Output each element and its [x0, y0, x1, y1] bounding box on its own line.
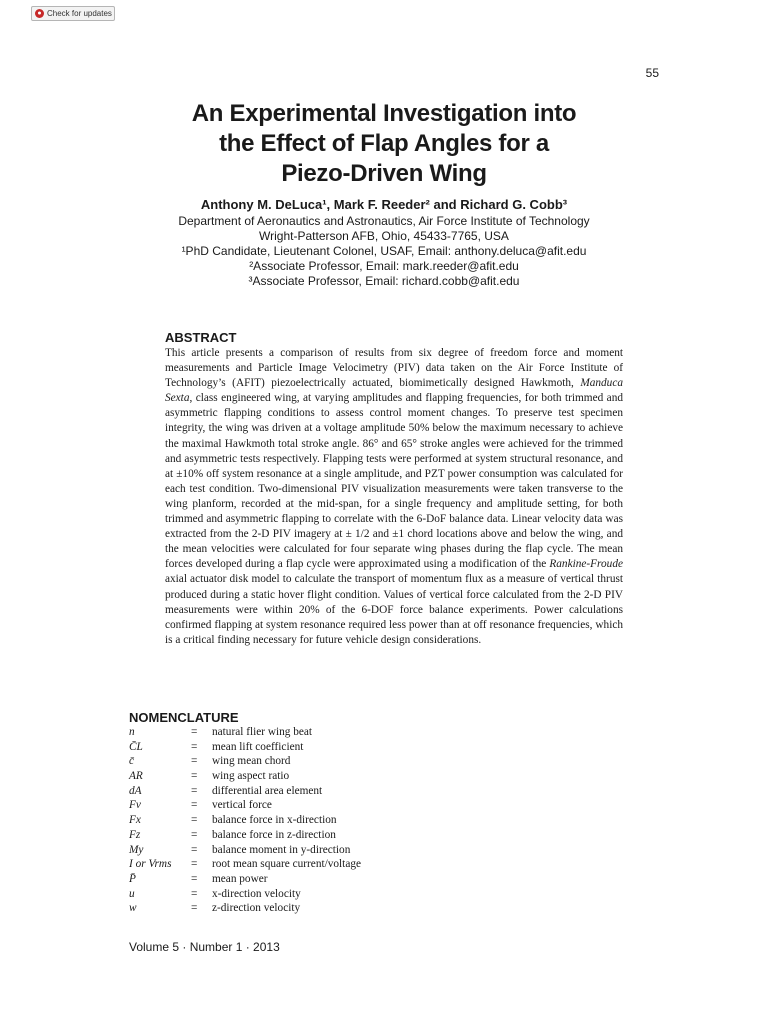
nomenclature-definition: root mean square current/voltage [212, 858, 361, 871]
nomenclature-symbol: n [129, 726, 135, 738]
abstract-italic-species: Manduca Sexta [165, 377, 623, 405]
nomenclature-equals: = [191, 755, 198, 768]
title-line-3: Piezo-Driven Wing [281, 160, 487, 187]
affiliation-line: Department of Aeronautics and Astronautics, Air Force Institute of Technology [178, 214, 590, 228]
nomenclature-definition: z-direction velocity [212, 902, 301, 915]
nomenclature-equals: = [191, 828, 198, 841]
nomenclature-definition: balance force in x-direction [212, 814, 337, 827]
abstract-heading: ABSTRACT [165, 330, 237, 345]
nomenclature-row [129, 873, 429, 888]
nomenclature-symbol: Fz [129, 828, 141, 841]
affiliation-line: ²Associate Professor, Email: mark.reeder@afit.edu [249, 259, 519, 273]
nomenclature-row [129, 814, 429, 829]
title-line-2: the Effect of Flap Angles for a [219, 130, 549, 157]
nomenclature-row [129, 888, 429, 903]
nomenclature-row [129, 755, 429, 770]
nomenclature-equals: = [191, 784, 198, 797]
nomenclature-row [129, 785, 429, 800]
abstract-text-part: axial actuator disk model to calculate the transport of momentum flux as a measure of vertical thrust produced during a static hover flight condition. Values of vertical force calculated from the 2-D PIV measurements were within 20% of the 6-DOF force balance experiments. Power calculations confirmed flapping at system resonance required less power than at off resonance frequencies, which is a critical finding necessary for future vehicle design considerations. [165, 573, 623, 646]
nomenclature-equals: = [191, 799, 198, 812]
nomenclature-equals: = [191, 814, 198, 827]
nomenclature-equals: = [191, 858, 198, 871]
nomenclature-equals: = [191, 843, 198, 856]
nomenclature-symbol: c̄ [129, 755, 135, 768]
nomenclature-symbol: P̄ [129, 872, 136, 885]
nomenclature-symbol: dA [129, 784, 142, 797]
nomenclature-row [129, 726, 429, 741]
update-icon: ● [35, 9, 44, 18]
nomenclature-symbol: I or Vrms [129, 858, 172, 871]
nomenclature-row [129, 844, 429, 859]
nomenclature-row [129, 741, 429, 756]
footer-volume: Volume 5 · Number 1 · 2013 [129, 940, 280, 954]
nomenclature-row [129, 858, 429, 873]
title-line-1: An Experimental Investigation into [191, 100, 577, 127]
affiliation-line: ³Associate Professor, Email: richard.cobb@afit.edu [248, 274, 520, 288]
nomenclature-row [129, 770, 429, 785]
nomenclature-definition: balance force in z-direction [212, 828, 336, 841]
abstract-text-part: This article presents a comparison of results from six degree of freedom force and moment measurements and Particle Image Velocimetry (PIV) data taken on the Air Force Institute of Technology’s (AFIT) piezoelectrically actuated, biomimetically designed Hawkmoth, [165, 347, 623, 390]
abstract-text-part: , class engineered wing, at varying amplitudes and flapping frequencies, for both trimmed and asymmetric flapping conditions to assess control moment changes. To preserve test specimen integrity, the wing was driven at a voltage amplitude 50% below the maximum necessary to achieve the maximal Hawkmoth total stroke angle. 86° and 65° stroke angles were achieved for the trimmed and asymmetric tests respectively. Flapping tests were performed at system structural resonance, and at ±10% off system resonance at a single amplitude, and PZT power consumption was calculated for each test condition. Two-dimensional PIV visualization measurements were taken transverse to the wing planform, recorded at the mid-span, for a single frequency and amplitude setting, for both trimmed and asymmetric flapping to correlate with the 6-DoF balance data. Linear velocity data was extracted from the 2-D PIV imagery at ± 1/2 and ±1 chord locations above and below the wing, and the mean velocities were calculated for four separate wing phases during the flap cycle. The mean forces developed during a flap cycle were approximated using a modification of the [165, 392, 623, 571]
nomenclature-definition: x-direction velocity [212, 887, 301, 900]
paper-title [90, 99, 678, 189]
nomenclature-symbol: C̄L [129, 740, 143, 753]
nomenclature-symbol: u [129, 887, 135, 900]
nomenclature-definition: wing mean chord [212, 755, 291, 768]
nomenclature-symbol: Fv [129, 799, 141, 812]
affiliation-line: Wright-Patterson AFB, Ohio, 45433-7765, USA [259, 229, 509, 243]
nomenclature-equals: = [191, 902, 198, 915]
nomenclature-row [129, 829, 429, 844]
abstract-italic-model: Rankine-Froude [549, 558, 623, 571]
nomenclature-definition: balance moment in y-direction [212, 843, 351, 856]
nomenclature-symbol: Fx [129, 814, 141, 827]
abstract-text [165, 346, 623, 648]
affiliation-line: ¹PhD Candidate, Lieutenant Colonel, USAF, Email: anthony.deluca@afit.edu [181, 244, 587, 258]
nomenclature-definition: mean power [212, 872, 268, 885]
nomenclature-list [129, 726, 429, 917]
nomenclature-definition: vertical force [212, 799, 272, 812]
nomenclature-definition: mean lift coefficient [212, 740, 304, 753]
nomenclature-equals: = [191, 770, 198, 783]
author-list: Anthony M. DeLuca¹, Mark F. Reeder² and Richard G. Cobb³ [200, 197, 568, 212]
nomenclature-definition: wing aspect ratio [212, 770, 290, 783]
nomenclature-equals: = [191, 872, 198, 885]
nomenclature-row [129, 799, 429, 814]
nomenclature-symbol: My [129, 843, 144, 856]
nomenclature-equals: = [191, 887, 198, 900]
nomenclature-equals: = [191, 740, 198, 753]
nomenclature-definition: differential area element [212, 784, 323, 797]
nomenclature-row [129, 902, 429, 917]
nomenclature-heading: NOMENCLATURE [129, 710, 239, 725]
page-number: 55 [645, 66, 659, 80]
nomenclature-equals: = [191, 726, 198, 738]
nomenclature-definition: natural flier wing beat [212, 726, 313, 738]
check-for-updates-badge[interactable] [31, 6, 115, 21]
nomenclature-symbol: w [129, 902, 137, 915]
nomenclature-symbol: AR [129, 770, 143, 783]
badge-label: Check for updates [47, 9, 112, 18]
